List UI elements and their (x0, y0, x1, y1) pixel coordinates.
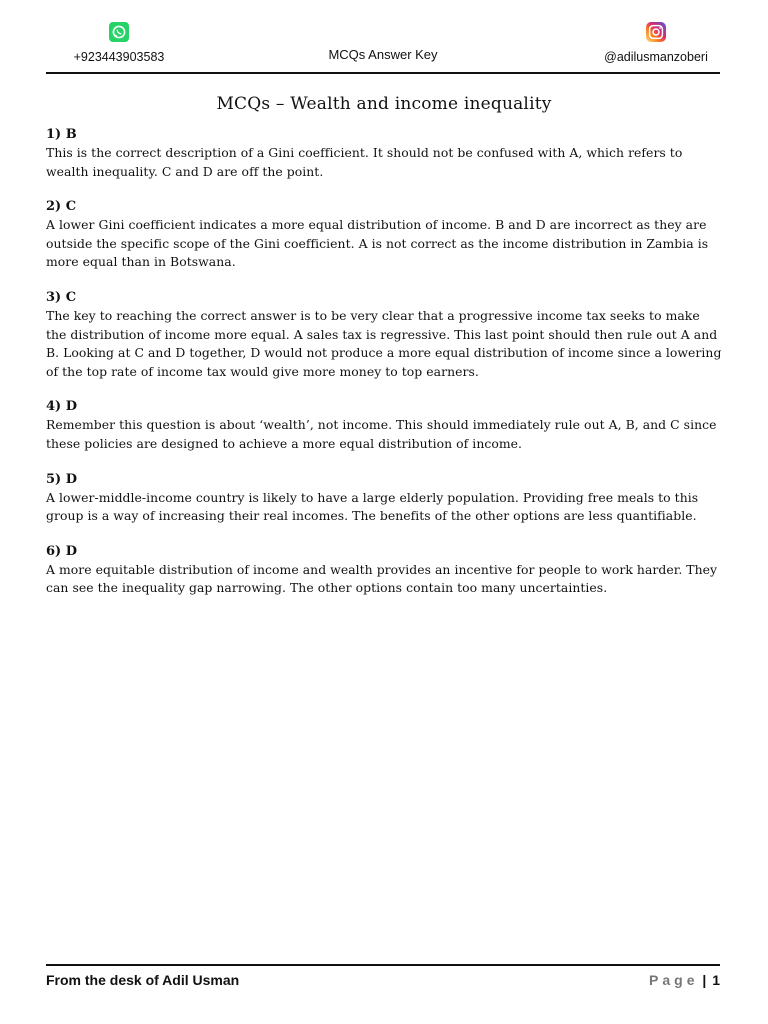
page-header (46, 20, 720, 76)
document-body (46, 94, 722, 615)
answer-item-3 (46, 289, 722, 381)
answer-label: 3) C (46, 289, 77, 305)
answer-item-5 (46, 471, 722, 526)
header-phone: +923443903583 (73, 50, 165, 64)
answer-item-1 (46, 126, 722, 181)
footer-credit: From the desk of Adil Usman (46, 972, 240, 988)
answer-item-2 (46, 198, 722, 272)
header-title: MCQs Answer Key (328, 47, 438, 62)
answer-label: 6) D (46, 543, 77, 559)
page-footer (46, 964, 720, 994)
answer-item-6 (46, 543, 722, 598)
header-handle: @adilusmanzoberi (604, 50, 708, 64)
page-separator: | (702, 972, 707, 988)
answer-label: 2) C (46, 199, 77, 215)
header-right (592, 20, 720, 65)
answer-item-4 (46, 398, 722, 453)
answer-explanation: Remember this question is about ‘wealth’, not income. This should immediately rule out A, B, and C since these policies are designed to achieve a more equal distribution of income. (46, 417, 717, 451)
answer-label: 5) D (46, 471, 77, 487)
answer-explanation: This is the correct description of a Gini coefficient. It should not be confused with A, which refers to wealth inequality. C and D are off the point. (46, 145, 683, 179)
whatsapp-icon (109, 22, 129, 42)
answer-label: 4) D (46, 399, 77, 415)
page-number: 1 (712, 972, 720, 988)
page-word: Page (649, 972, 699, 988)
answer-explanation: The key to reaching the correct answer is to be very clear that a progressive income tax seeks to make the distribution of income more equal. A sales tax is regressive. This last point should then rule out A and B. Looking at C and D together, D would not produce a more equal distribution of income since a lowering of the top rate of income tax would give more money to top earners. (46, 307, 722, 379)
answer-label: 1) B (46, 127, 77, 142)
answer-explanation: A more equitable distribution of income and wealth provides an incentive for people to work harder. They can see the inequality gap narrowing. The other options contain too many uncertainties. (46, 561, 718, 596)
answer-explanation: A lower Gini coefficient indicates a more equal distribution of income. B and D are incorrect as they are outside the specific scope of the Gini coefficient. A is not correct as the income distribution in Zambia is more equal than in Botswana. (46, 217, 709, 270)
header-divider (46, 72, 720, 74)
instagram-icon (646, 22, 666, 42)
document-title: MCQs – Wealth and income inequality (216, 94, 552, 114)
page-indicator (649, 972, 720, 988)
answer-explanation: A lower-middle-income country is likely to have a large elderly population. Providing free meals to this group is a way of increasing their real incomes. The benefits of the other options are less quantifiable. (46, 489, 699, 524)
footer-divider (46, 964, 720, 966)
